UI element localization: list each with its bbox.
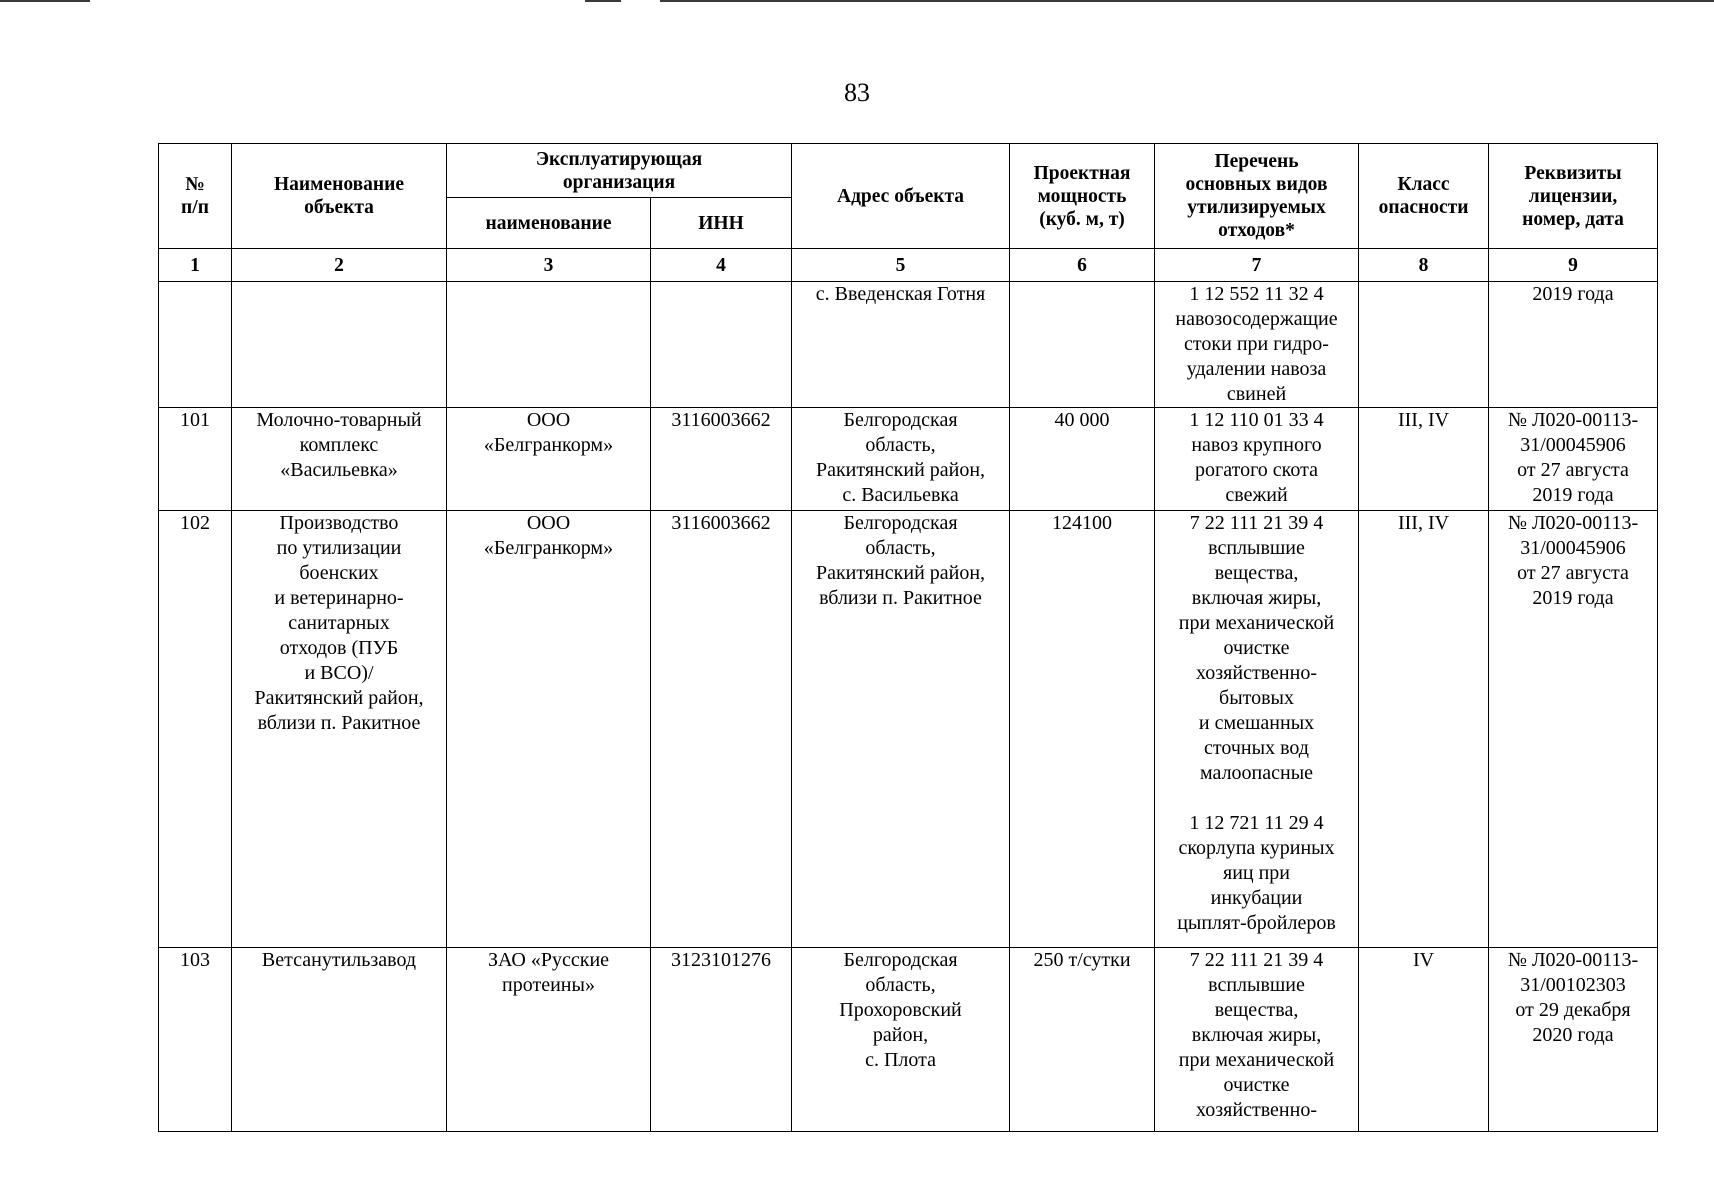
org-inn: 3116003662: [651, 408, 792, 511]
column-number: 5: [792, 249, 1010, 282]
object-name: Производство по утилизации боенских и ветеринарно- санитарных отходов (ПУБ и ВСО)/ Ракитянский район, вблизи п. Ракитное: [232, 511, 447, 948]
object-name: [232, 282, 447, 408]
object-address: Белгородская область, Ракитянский район, вблизи п. Ракитное: [792, 511, 1010, 948]
object-name: Молочно-товарный комплекс «Васильевка»: [232, 408, 447, 511]
object-name: Ветсанутильзавод: [232, 948, 447, 1132]
object-address: Белгородская область, Ракитянский район, с. Васильевка: [792, 408, 1010, 511]
org-name: [447, 282, 651, 408]
design-capacity: [1010, 282, 1155, 408]
waste-types: 7 22 111 21 39 4 всплывшие вещества, включая жиры, при механической очистке хозяйственно-: [1155, 948, 1359, 1132]
row-number: 102: [159, 511, 232, 948]
header-address: Адрес объекта: [792, 144, 1010, 249]
design-capacity: 40 000: [1010, 408, 1155, 511]
design-capacity: 124100: [1010, 511, 1155, 948]
hazard-class: III, IV: [1359, 408, 1489, 511]
header-hazard-class: Класс опасности: [1359, 144, 1489, 249]
header-object-name: Наименование объекта: [232, 144, 447, 249]
column-number: 4: [651, 249, 792, 282]
org-inn: 3123101276: [651, 948, 792, 1132]
org-name: ООО «Белгранкорм»: [447, 408, 651, 511]
header-waste-types: Перечень основных видов утилизируемых отходов*: [1155, 144, 1359, 249]
hazard-class: III, IV: [1359, 511, 1489, 948]
column-number: 1: [159, 249, 232, 282]
header-license: Реквизиты лицензии, номер, дата: [1489, 144, 1658, 249]
design-capacity: 250 т/сутки: [1010, 948, 1155, 1132]
table-row: [159, 948, 1658, 1132]
header-operating-org: Эксплуатирующая организация: [447, 144, 792, 198]
org-inn: 3116003662: [651, 511, 792, 948]
license-details: № Л020-00113- 31/00045906 от 27 августа 2019 года: [1489, 511, 1658, 948]
column-number: 3: [447, 249, 651, 282]
org-name: ООО «Белгранкорм»: [447, 511, 651, 948]
waste-types: 7 22 111 21 39 4 всплывшие вещества, включая жиры, при механической очистке хозяйственно- бытовых и смешанных сточных вод малоопасные 1 12 721 11 29 4 скорлупа куриных яиц при инкубации цыплят-бройлеров: [1155, 511, 1359, 948]
column-number: 6: [1010, 249, 1155, 282]
table-row: [159, 511, 1658, 948]
waste-facilities-table: [158, 143, 1658, 1132]
column-number: 8: [1359, 249, 1489, 282]
row-number: 103: [159, 948, 232, 1132]
row-number: 101: [159, 408, 232, 511]
header-capacity: Проектная мощность (куб. м, т): [1010, 144, 1155, 249]
table-row: [159, 408, 1658, 511]
waste-types: 1 12 110 01 33 4 навоз крупного рогатого скота свежий: [1155, 408, 1359, 511]
object-address: Белгородская область, Прохоровский район, с. Плота: [792, 948, 1010, 1132]
scan-line-left: [0, 0, 90, 2]
org-inn: [651, 282, 792, 408]
org-name: ЗАО «Русские протеины»: [447, 948, 651, 1132]
hazard-class: IV: [1359, 948, 1489, 1132]
column-number: 7: [1155, 249, 1359, 282]
hazard-class: [1359, 282, 1489, 408]
license-details: № Л020-00113- 31/00045906 от 27 августа 2019 года: [1489, 408, 1658, 511]
scan-line-right: [660, 0, 1714, 2]
column-number: 9: [1489, 249, 1658, 282]
table-row: [159, 282, 1658, 408]
column-number: 2: [232, 249, 447, 282]
waste-types: 1 12 552 11 32 4 навозосодержащие стоки при гидро- удалении навоза свиней: [1155, 282, 1359, 408]
license-details: № Л020-00113- 31/00102303 от 29 декабря 2020 года: [1489, 948, 1658, 1132]
row-number: [159, 282, 232, 408]
scan-line-mid: [585, 0, 621, 2]
object-address: с. Введенская Готня: [792, 282, 1010, 408]
header-org-name: наименование: [447, 198, 651, 249]
header-inn: ИНН: [651, 198, 792, 249]
header-number: № п/п: [159, 144, 232, 249]
page-number: 83: [844, 78, 870, 107]
license-details: 2019 года: [1489, 282, 1658, 408]
